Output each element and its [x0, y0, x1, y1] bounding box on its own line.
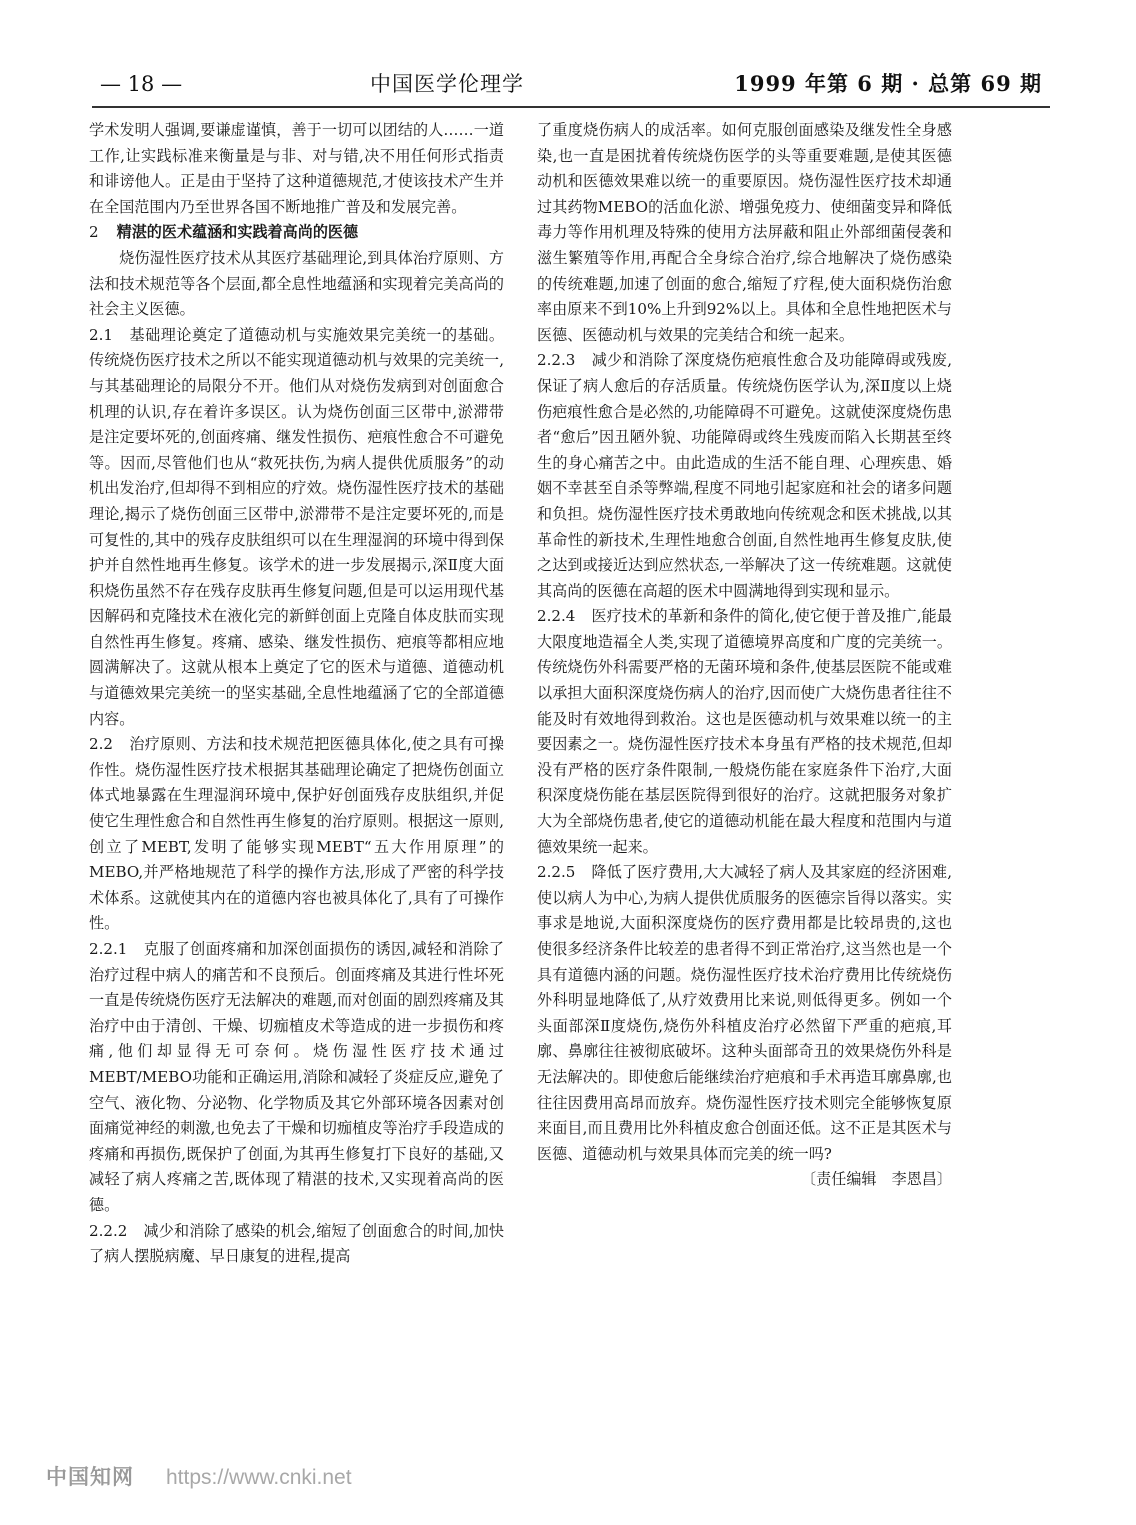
- cnki-logo: 中国知网: [46, 1466, 134, 1489]
- subsection-2-2-5: [537, 860, 952, 1167]
- subsection-text: 基础理论奠定了道德动机与实施效果完美统一的基础。传统烧伤医疗技术之所以不能实现道德动机与效果的完美统一,与其基础理论的局限分不开。他们从对烧伤发病到对创面愈合机理的认识,存在着许多误区。认为烧伤创面三区带中,淤滞带是注定要坏死的,创面疼痛、继发性损伤、疤痕性愈合不可避免等。因而,尽管他们也从“救死扶伤,为病人提供优质服务”的动机出发治疗,但却得不到相应的疗效。烧伤湿性医疗技术的基础理论,揭示了烧伤创面三区带中,淤滞带不是注定要坏死的,而是可复性的,其中的残存皮肤组织可以在生理湿润的环境中得到保护并自然性地再生修复。该学术的进一步发展揭示,深Ⅱ度大面积烧伤虽然不存在残存皮肤再生修复问题,但是可以运用现代基因解码和克隆技术在液化完的新鲜创面上克隆自体皮肤而实现自然性再生修复。疼痛、感染、继发性损伤、疤痕等都相应地圆满解决了。这就从根本上奠定了它的医术与道德、道德动机与道德效果完美统一的坚实基础,全息性地蕴涵了它的全部道德内容。: [89, 325, 504, 728]
- subsection-text: 降低了医疗费用,大大减轻了病人及其家庭的经济困难,使以病人为中心,为病人提供优质服务的医德宗旨得以落实。实事求是地说,大面积深度烧伤的医疗费用都是比较昂贵的,这也使很多经济条件比较差的患者得不到正常治疗,这当然也是一个具有道德内涵的问题。烧伤湿性医疗技术治疗费用比传统烧伤外科明显地降低了,从疗效费用比来说,则低得更多。例如一个头面部深Ⅱ度烧伤,烧伤外科植皮治疗必然留下严重的疤痕,耳廓、鼻廓往往被彻底破坏。这种头面部奇丑的效果烧伤外科是无法解决的。即使愈后能继续治疗疤痕和手术再造耳廓鼻廓,也往往因费用高昂而放弃。烧伤湿性医疗技术则完全能够恢复原来面目,而且费用比外科植皮愈合创面还低。这不正是其医术与医德、道德动机与效果具体而完美的统一吗?: [537, 863, 952, 1163]
- subsection-number: 2.2.4: [537, 607, 576, 626]
- page-number: — 18 —: [100, 72, 183, 96]
- subsection-number: 2.2.3: [537, 351, 576, 370]
- right-column: [537, 118, 952, 1193]
- subsection-text: 克服了创面疼痛和加深创面损伤的诱因,减轻和消除了治疗过程中病人的痛苦和不良预后。创面疼痛及其进行性坏死一直是传统烧伤医疗无法解决的难题,而对创面的剧烈疼痛及其治疗中由于清创、干燥、切痂植皮术等造成的进一步损伤和疼痛,他们却显得无可奈何。烧伤湿性医疗技术通过MEBT/MEBO功能和正确运用,消除和减轻了炎症反应,避免了空气、液化物、分泌物、化学物质及其它外部环境各因素对创面痛觉神经的刺激,也免去了干燥和切痂植皮等治疗手段造成的疼痛和再损伤,既保护了创面,为其再生修复打下良好的基础,又减轻了病人疼痛之苦,既体现了精湛的技术,又实现着高尚的医德。: [89, 940, 504, 1214]
- subsection-2-2-2: [89, 1219, 504, 1270]
- subsection-number: 2.2.2: [89, 1221, 128, 1240]
- continued-paragraph: 了重度烧伤病人的成活率。如何克服创面感染及继发性全身感染,也一直是困扰着传统烧伤医学的头等重要难题,是使其医德动机和医德效果难以统一的重要原因。烧伤湿性医疗技术却通过其药物MEBO的活血化淤、增强免疫力、使细菌变异和降低毒力等作用机理及特殊的使用方法屏蔽和阻止外部细菌侵袭和滋生繁殖等作用,再配合全身综合治疗,综合地解决了烧伤感染的传统难题,加速了创面的愈合,缩短了疗程,使大面积烧伤治愈率由原来不到10%上升到92%以上。具体和全息性地把医术与医德、医德动机与效果的完美结合和统一起来。: [537, 121, 952, 344]
- subsection-text: 减少和消除了感染的机会,缩短了创面愈合的时间,加快了病人摆脱病魔、早日康复的进程,提高: [89, 1221, 504, 1266]
- running-header: [92, 62, 1050, 106]
- section-heading-2: [89, 220, 504, 246]
- issue-info: 1999 年第 6 期 · 总第 69 期: [734, 71, 1042, 96]
- cnki-url[interactable]: https://www.cnki.net: [166, 1466, 352, 1489]
- header-rule: [92, 106, 1050, 108]
- subsection-number: 2.1: [89, 325, 114, 344]
- subsection-text: 治疗原则、方法和技术规范把医德具体化,使之具有可操作性。烧伤湿性医疗技术根据其基础理论确定了把烧伤创面立体式地暴露在生理湿润环境中,保护好创面残存皮肤组织,并促使它生理性愈合和自然性再生修复的治疗原则。根据这一原则,创立了MEBT,发明了能够实现MEBT“五大作用原理”的MEBO,并严格地规范了科学的操作方法,形成了严密的科学技术体系。这就使其内在的道德内容也被具体化了,具有了可操作性。: [89, 735, 504, 933]
- subsection-2-1: [89, 323, 504, 733]
- subsection-number: 2.2: [89, 735, 114, 754]
- subsection-number: 2.2.1: [89, 940, 128, 958]
- subsection-text: 减少和消除了深度烧伤疤痕性愈合及功能障碍或残废,保证了病人愈后的存活质量。传统烧伤医学认为,深Ⅱ度以上烧伤疤痕性愈合是必然的,功能障碍不可避免。这就使深度烧伤患者“愈后”因丑陋外貌、功能障碍或终生残废而陷入长期甚至终生的身心痛苦之中。由此造成的生活不能自理、心理疾患、婚姻不幸甚至自杀等弊端,程度不同地引起家庭和社会的诸多问题和负担。烧伤湿性医疗技术勇敢地向传统观念和医术挑战,以其革命性的新技术,生理性地愈合创面,自然性地再生修复皮肤,使之达到或接近达到应然状态,一举解决了这一传统难题。这就使其高尚的医德在高超的医术中圆满地得到实现和显示。: [537, 351, 952, 600]
- subsection-text: 医疗技术的革新和条件的简化,使它便于普及推广,能最大限度地造福全人类,实现了道德境界高度和广度的完美统一。传统烧伤外科需要严格的无菌环境和条件,使基层医院不能或难以承担大面积深度烧伤病人的治疗,因而使广大烧伤患者往往不能及时有效地得到救治。这也是医德动机与效果难以统一的主要因素之一。烧伤湿性医疗技术本身虽有严格的技术规范,但却没有严格的医疗条件限制,一般烧伤能在家庭条件下治疗,大面积深度烧伤能在基层医院得到很好的治疗。这就把服务对象扩大为全部烧伤患者,使它的道德动机能在最大程度和范围内与道德效果统一起来。: [537, 607, 952, 856]
- left-column: [89, 118, 504, 1270]
- subsection-2-2-3: [537, 348, 952, 604]
- subsection-number: 2.2.5: [537, 863, 576, 882]
- section-number: 2: [89, 223, 99, 242]
- responsible-editor: 〔责任编辑 李恩昌〕: [801, 1170, 952, 1189]
- intro-paragraph: 学术发明人强调,要谦虚谨慎，善于一切可以团结的人……一道工作,让实践标准来衡量是与非、对与错,决不用任何形式指责和诽谤他人。正是由于坚持了这种道德规范,才使该技术产生并在全国范围内乃至世界各国不断地推广普及和发展完善。: [89, 121, 504, 216]
- subsection-2-2-4: [537, 604, 952, 860]
- subsection-2-2-1: [89, 937, 504, 1219]
- journal-name: 中国医学伦理学: [370, 72, 524, 96]
- cnki-watermark: [46, 1458, 352, 1498]
- subsection-2-2: [89, 732, 504, 937]
- section-title: 精湛的医术蕴涵和实践着高尚的医德: [116, 223, 359, 242]
- section-2-paragraph: 烧伤湿性医疗技术从其医疗基础理论,到具体治疗原则、方法和技术规范等各个层面,都全息性地蕴涵和实现着完美高尚的社会主义医德。: [89, 248, 504, 319]
